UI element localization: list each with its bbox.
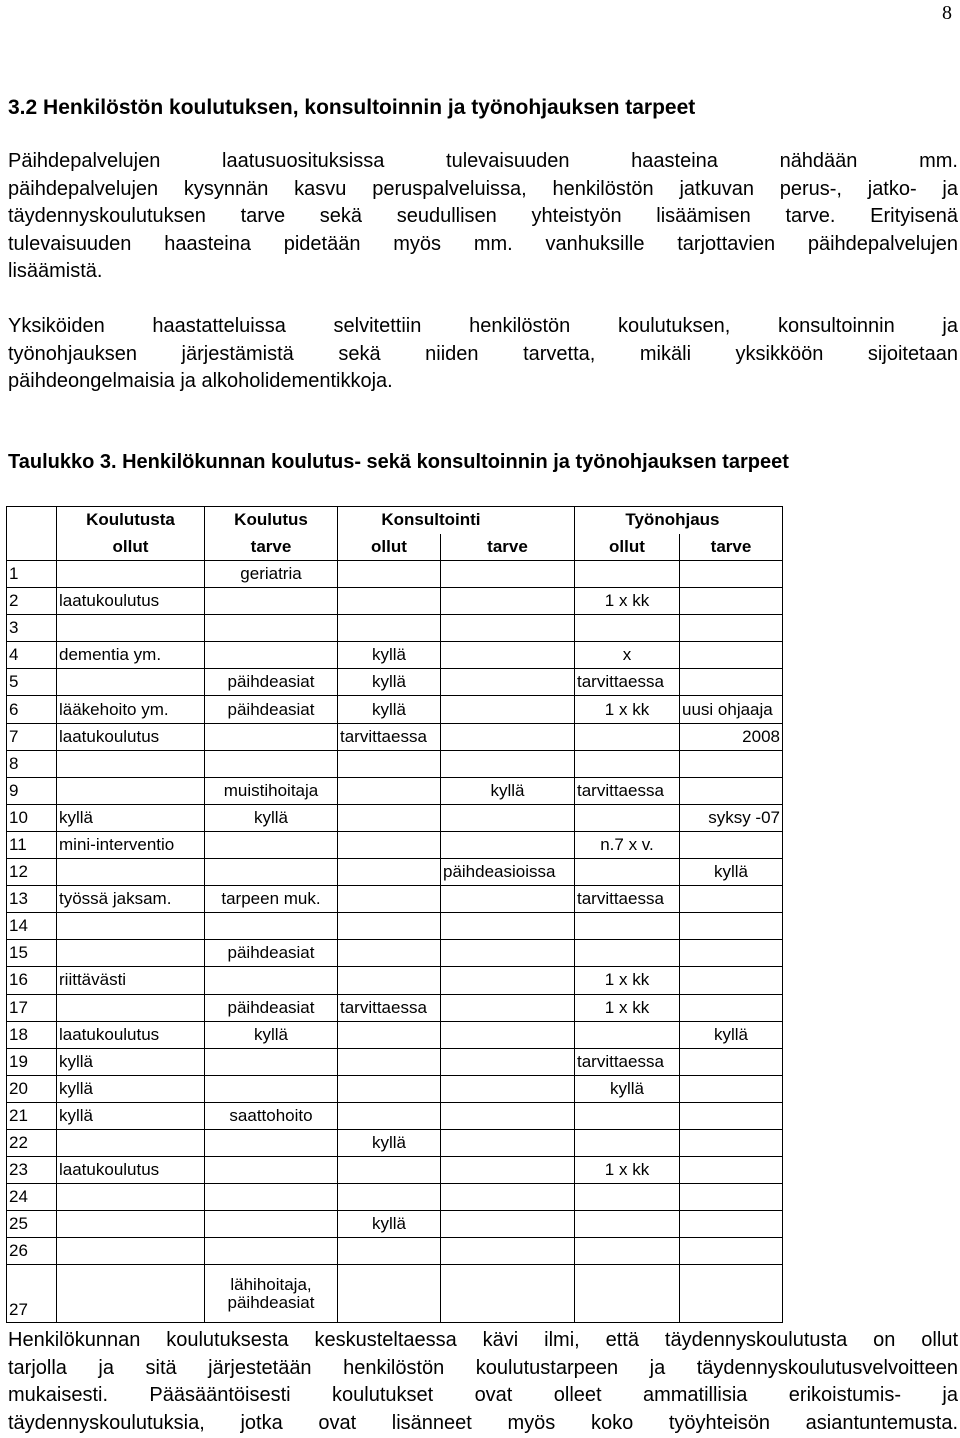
cell-koulutus-tarve: [205, 642, 338, 669]
cell-konsultointi-tarve: [441, 1048, 575, 1075]
cell-tyonohjaus-ollut: tarvittaessa: [575, 669, 680, 696]
table-row: [7, 804, 783, 831]
cell-tyonohjaus-tarve: [680, 588, 783, 615]
cell-tyonohjaus-ollut: [575, 1129, 680, 1156]
table-row: [7, 831, 783, 858]
row-number: 12: [7, 859, 57, 886]
paragraph-line: täydennyskoulutuksia, jotka ovat lisänneet myös koko työyhteisön asiantuntemusta.: [8, 1411, 958, 1434]
cell-konsultointi-ollut: [338, 588, 441, 615]
cell-koulutusta-ollut: laatukoulutus: [57, 723, 205, 750]
row-number: 24: [7, 1184, 57, 1211]
table-row: [7, 723, 783, 750]
cell-konsultointi-tarve: [441, 696, 575, 723]
cell-konsultointi-ollut: [338, 940, 441, 967]
cell-koulutus-tarve: [205, 967, 338, 994]
cell-konsultointi-tarve: [441, 804, 575, 831]
table-row: [7, 940, 783, 967]
table-row: [7, 967, 783, 994]
table-row: [7, 642, 783, 669]
cell-koulutus-tarve: saattohoito: [205, 1102, 338, 1129]
cell-tyonohjaus-ollut: tarvittaessa: [575, 886, 680, 913]
cell-tyonohjaus-ollut: [575, 1021, 680, 1048]
cell-konsultointi-tarve: [441, 750, 575, 777]
cell-tyonohjaus-tarve: [680, 913, 783, 940]
paragraph-line: tulevaisuuden haasteina pidetään myös mm. vanhuksille tarjottavien päihdepalvelujen: [8, 232, 958, 255]
cell-konsultointi-ollut: kyllä: [338, 669, 441, 696]
table-row: [7, 615, 783, 642]
cell-tyonohjaus-tarve: [680, 1184, 783, 1211]
table-row: [7, 1102, 783, 1129]
cell-tyonohjaus-ollut: [575, 1184, 680, 1211]
cell-tyonohjaus-ollut: [575, 615, 680, 642]
table-row: [7, 1238, 783, 1265]
cell-konsultointi-ollut: [338, 967, 441, 994]
row-number: 6: [7, 696, 57, 723]
table-row: [7, 913, 783, 940]
subheader-corner-cell: [7, 534, 57, 561]
cell-tyonohjaus-tarve: [680, 886, 783, 913]
cell-konsultointi-tarve: [441, 913, 575, 940]
cell-tyonohjaus-tarve: [680, 642, 783, 669]
row-number: 9: [7, 777, 57, 804]
cell-koulutusta-ollut: [57, 1265, 205, 1323]
row-number: 8: [7, 750, 57, 777]
table-row: [7, 588, 783, 615]
row-number: 13: [7, 886, 57, 913]
cell-tyonohjaus-tarve: [680, 1265, 783, 1323]
table-row: [7, 561, 783, 588]
paragraph-line: Henkilökunnan koulutuksesta keskusteltaessa kävi ilmi, että täydennyskoulutusta on ollut: [8, 1329, 958, 1351]
cell-koulutusta-ollut: kyllä: [57, 1048, 205, 1075]
cell-konsultointi-ollut: [338, 1075, 441, 1102]
table-row: [7, 1211, 783, 1238]
row-number: 5: [7, 669, 57, 696]
row-number: 22: [7, 1129, 57, 1156]
cell-koulutusta-ollut: laatukoulutus: [57, 1157, 205, 1184]
cell-tyonohjaus-ollut: [575, 859, 680, 886]
cell-koulutus-tarve: [205, 1075, 338, 1102]
cell-konsultointi-tarve: [441, 1211, 575, 1238]
subheader-konsultointi-ollut: ollut: [338, 534, 441, 561]
cell-tyonohjaus-tarve: [680, 994, 783, 1021]
paragraph-line: päihdeongelmaisia ja alkoholidementikkoja.: [8, 370, 393, 392]
header-koulutus: Koulutus: [205, 507, 338, 534]
cell-konsultointi-tarve: [441, 1129, 575, 1156]
cell-tyonohjaus-ollut: [575, 1102, 680, 1129]
cell-koulutusta-ollut: riittävästi: [57, 967, 205, 994]
cell-koulutusta-ollut: [57, 669, 205, 696]
cell-tyonohjaus-ollut: n.7 x v.: [575, 831, 680, 858]
subheader-konsultointi-tarve: tarve: [441, 534, 575, 561]
cell-tyonohjaus-ollut: [575, 940, 680, 967]
cell-tyonohjaus-ollut: 1 x kk: [575, 588, 680, 615]
cell-konsultointi-ollut: [338, 1048, 441, 1075]
cell-koulutusta-ollut: laatukoulutus: [57, 1021, 205, 1048]
cell-koulutusta-ollut: [57, 615, 205, 642]
cell-konsultointi-tarve: [441, 588, 575, 615]
cell-koulutusta-ollut: [57, 994, 205, 1021]
paragraph-line: Yksiköiden haastatteluissa selvitettiin henkilöstön koulutuksen, konsultoinnin ja: [8, 315, 958, 337]
paragraph-line: lisäämistä.: [8, 260, 103, 282]
cell-konsultointi-ollut: [338, 1265, 441, 1323]
cell-konsultointi-ollut: [338, 750, 441, 777]
cell-koulutus-tarve: [205, 723, 338, 750]
cell-koulutusta-ollut: mini-interventio: [57, 831, 205, 858]
cell-koulutusta-ollut: kyllä: [57, 1075, 205, 1102]
row-number: 27: [7, 1265, 57, 1323]
header-tyonohjaus: [575, 507, 720, 534]
cell-konsultointi-tarve: [441, 1157, 575, 1184]
row-number: 1: [7, 561, 57, 588]
table-row: [7, 696, 783, 723]
cell-koulutusta-ollut: [57, 1129, 205, 1156]
header-corner-cell: [7, 507, 57, 534]
cell-tyonohjaus-tarve: [680, 1102, 783, 1129]
cell-koulutusta-ollut: [57, 750, 205, 777]
cell-tyonohjaus-ollut: [575, 561, 680, 588]
header-koulutusta: Koulutusta: [57, 507, 205, 534]
cell-koulutus-tarve: kyllä: [205, 804, 338, 831]
cell-konsultointi-ollut: [338, 1238, 441, 1265]
cell-konsultointi-tarve: [441, 831, 575, 858]
cell-konsultointi-tarve: [441, 723, 575, 750]
row-number: 26: [7, 1238, 57, 1265]
row-number: 17: [7, 994, 57, 1021]
cell-koulutus-tarve: [205, 859, 338, 886]
cell-tyonohjaus-tarve: [680, 1048, 783, 1075]
row-number: 10: [7, 804, 57, 831]
cell-koulutus-tarve: [205, 913, 338, 940]
cell-tyonohjaus-ollut: 1 x kk: [575, 1157, 680, 1184]
cell-tyonohjaus-ollut: 1 x kk: [575, 696, 680, 723]
row-number: 7: [7, 723, 57, 750]
cell-tyonohjaus-ollut: 1 x kk: [575, 994, 680, 1021]
table-subheader-row: [7, 534, 783, 561]
needs-table: [6, 506, 783, 1323]
cell-konsultointi-ollut: [338, 561, 441, 588]
row-number: 15: [7, 940, 57, 967]
cell-koulutus-tarve: päihdeasiat: [205, 669, 338, 696]
cell-konsultointi-ollut: [338, 615, 441, 642]
cell-konsultointi-tarve: kyllä: [441, 777, 575, 804]
cell-koulutus-tarve: [205, 750, 338, 777]
cell-konsultointi-tarve: [441, 1184, 575, 1211]
cell-koulutus-tarve: kyllä: [205, 1021, 338, 1048]
intro-paragraph: [8, 148, 958, 286]
subheader-tyonohjaus-tarve: tarve: [680, 534, 783, 561]
row-number: 14: [7, 913, 57, 940]
table-row: [7, 669, 783, 696]
paragraph-line: mukaisesti. Pääsääntöisesti koulutukset ovat olleet ammatillisia erikoistumis- ja: [8, 1384, 958, 1406]
cell-konsultointi-ollut: tarvittaessa: [338, 723, 441, 750]
cell-koulutus-tarve: [205, 1184, 338, 1211]
cell-koulutusta-ollut: lääkehoito ym.: [57, 696, 205, 723]
cell-tyonohjaus-tarve: [680, 750, 783, 777]
cell-tyonohjaus-tarve: [680, 777, 783, 804]
cell-konsultointi-ollut: [338, 859, 441, 886]
cell-koulutusta-ollut: [57, 561, 205, 588]
table-header-row: [7, 507, 783, 534]
cell-koulutus-tarve: päihdeasiat: [205, 696, 338, 723]
cell-koulutusta-ollut: dementia ym.: [57, 642, 205, 669]
cell-tyonohjaus-tarve: uusi ohjaaja: [680, 696, 783, 723]
subheader-koulutus-tarve: tarve: [205, 534, 338, 561]
cell-tyonohjaus-tarve: kyllä: [680, 859, 783, 886]
cell-koulutus-tarve: [205, 588, 338, 615]
cell-tyonohjaus-ollut: [575, 1265, 680, 1323]
cell-konsultointi-ollut: kyllä: [338, 1129, 441, 1156]
cell-konsultointi-tarve: [441, 967, 575, 994]
cell-koulutus-tarve: [205, 1265, 338, 1323]
cell-koulutusta-ollut: [57, 913, 205, 940]
cell-konsultointi-ollut: [338, 886, 441, 913]
cell-tyonohjaus-ollut: [575, 804, 680, 831]
cell-koulutusta-ollut: kyllä: [57, 1102, 205, 1129]
cell-konsultointi-tarve: [441, 1238, 575, 1265]
cell-koulutusta-ollut: [57, 777, 205, 804]
cell-koulutus-tarve: tarpeen muk.: [205, 886, 338, 913]
table-row: [7, 1048, 783, 1075]
cell-tyonohjaus-ollut: tarvittaessa: [575, 1048, 680, 1075]
cell-konsultointi-tarve: [441, 1265, 575, 1323]
cell-konsultointi-ollut: kyllä: [338, 1211, 441, 1238]
cell-konsultointi-tarve: [441, 615, 575, 642]
table-caption: Taulukko 3. Henkilökunnan koulutus- sekä konsultoinnin ja työnohjauksen tarpeet: [8, 451, 789, 473]
cell-konsultointi-tarve: [441, 1021, 575, 1048]
cell-tyonohjaus-tarve: [680, 940, 783, 967]
interview-paragraph: [8, 313, 958, 396]
cell-konsultointi-ollut: [338, 1021, 441, 1048]
cell-text-line: päihdeasiat: [227, 1292, 315, 1312]
row-number: 20: [7, 1075, 57, 1102]
cell-tyonohjaus-ollut: tarvittaessa: [575, 777, 680, 804]
cell-koulutus-tarve: [205, 1129, 338, 1156]
row-number: 23: [7, 1157, 57, 1184]
cell-koulutus-tarve: [205, 1238, 338, 1265]
cell-konsultointi-ollut: [338, 1184, 441, 1211]
cell-konsultointi-tarve: [441, 940, 575, 967]
cell-konsultointi-ollut: [338, 777, 441, 804]
cell-text-line: lähihoitaja,: [230, 1274, 312, 1294]
cell-tyonohjaus-tarve: [680, 1238, 783, 1265]
row-number: 25: [7, 1211, 57, 1238]
table-row: [7, 1184, 783, 1211]
cell-tyonohjaus-ollut: [575, 750, 680, 777]
cell-koulutus-tarve: muistihoitaja: [205, 777, 338, 804]
cell-koulutus-tarve: [205, 1048, 338, 1075]
cell-tyonohjaus-tarve: [680, 1157, 783, 1184]
cell-koulutus-tarve: päihdeasiat: [205, 994, 338, 1021]
cell-tyonohjaus-tarve: [680, 1075, 783, 1102]
paragraph-line: työnohjauksen järjestämistä sekä niiden tarvetta, mikäli yksikköön sijoitetaan: [8, 342, 958, 365]
cell-tyonohjaus-ollut: [575, 1238, 680, 1265]
cell-tyonohjaus-ollut: [575, 913, 680, 940]
page-number: 8: [942, 2, 952, 24]
row-number: 4: [7, 642, 57, 669]
cell-konsultointi-tarve: [441, 669, 575, 696]
subheader-koulutusta-ollut: ollut: [57, 534, 205, 561]
cell-konsultointi-ollut: [338, 831, 441, 858]
row-number: 3: [7, 615, 57, 642]
table-row: [7, 1021, 783, 1048]
table-row: [7, 777, 783, 804]
cell-konsultointi-ollut: kyllä: [338, 642, 441, 669]
cell-tyonohjaus-tarve: [680, 831, 783, 858]
cell-tyonohjaus-ollut: [575, 723, 680, 750]
cell-tyonohjaus-tarve: [680, 1129, 783, 1156]
paragraph-line: päihdepalvelujen kysynnän kasvu peruspalveluissa, henkilöstön jatkuvan perus-, jatko- ja: [8, 177, 958, 200]
cell-koulutusta-ollut: [57, 1238, 205, 1265]
cell-koulutus-tarve: [205, 831, 338, 858]
header-konsultointi: [338, 507, 481, 534]
cell-koulutus-tarve: [205, 1211, 338, 1238]
cell-tyonohjaus-tarve: [680, 669, 783, 696]
table-row: [7, 1157, 783, 1184]
cell-koulutusta-ollut: [57, 1211, 205, 1238]
cell-koulutusta-ollut: työssä jaksam.: [57, 886, 205, 913]
table-row: [7, 859, 783, 886]
row-number: 11: [7, 831, 57, 858]
cell-koulutusta-ollut: [57, 859, 205, 886]
cell-konsultointi-tarve: [441, 1075, 575, 1102]
paragraph-line: täydennyskoulutuksen tarve sekä seudullisen yhteistyön lisäämisen tarve. Erityisenä: [8, 205, 958, 227]
cell-konsultointi-ollut: [338, 1102, 441, 1129]
row-number: 19: [7, 1048, 57, 1075]
table-row: [7, 750, 783, 777]
row-number: 18: [7, 1021, 57, 1048]
cell-konsultointi-tarve: [441, 1102, 575, 1129]
cell-konsultointi-ollut: tarvittaessa: [338, 994, 441, 1021]
paragraph-line: Päihdepalvelujen laatusuosituksissa tulevaisuuden haasteina nähdään mm.: [8, 150, 958, 172]
cell-konsultointi-ollut: [338, 1157, 441, 1184]
cell-konsultointi-ollut: kyllä: [338, 696, 441, 723]
cell-konsultointi-tarve: päihdeasioissa: [441, 859, 575, 886]
section-heading: 3.2 Henkilöstön koulutuksen, konsultoinnin ja työnohjauksen tarpeet: [8, 96, 696, 119]
paragraph-line: tarjolla ja sitä järjestetään henkilöstön koulutustarpeen ja täydennyskoulutusvelvoitteen: [8, 1356, 958, 1379]
header-tyonohjaus-label: Työnohjaus: [625, 510, 720, 530]
cell-tyonohjaus-ollut: 1 x kk: [575, 967, 680, 994]
header-konsultointi-label: Konsultointi: [381, 510, 481, 530]
cell-tyonohjaus-tarve: [680, 1211, 783, 1238]
cell-konsultointi-tarve: [441, 994, 575, 1021]
cell-tyonohjaus-tarve: syksy -07: [680, 804, 783, 831]
cell-konsultointi-tarve: [441, 561, 575, 588]
table-row: [7, 1265, 783, 1323]
cell-koulutus-tarve: [205, 1157, 338, 1184]
cell-tyonohjaus-tarve: [680, 561, 783, 588]
cell-koulutus-tarve: geriatria: [205, 561, 338, 588]
cell-koulutus-tarve: päihdeasiat: [205, 940, 338, 967]
cell-tyonohjaus-ollut: x: [575, 642, 680, 669]
cell-tyonohjaus-tarve: [680, 615, 783, 642]
row-number: 2: [7, 588, 57, 615]
table-row: [7, 1129, 783, 1156]
cell-koulutus-tarve: [205, 615, 338, 642]
cell-koulutusta-ollut: [57, 1184, 205, 1211]
cell-tyonohjaus-tarve: kyllä: [680, 1021, 783, 1048]
table-row: [7, 994, 783, 1021]
subheader-tyonohjaus-ollut: ollut: [575, 534, 680, 561]
cell-tyonohjaus-ollut: [575, 1211, 680, 1238]
cell-koulutusta-ollut: laatukoulutus: [57, 588, 205, 615]
row-number: 16: [7, 967, 57, 994]
cell-tyonohjaus-tarve: 2008: [680, 723, 783, 750]
row-number: 21: [7, 1102, 57, 1129]
cell-tyonohjaus-ollut: kyllä: [575, 1075, 680, 1102]
cell-konsultointi-tarve: [441, 642, 575, 669]
cell-koulutusta-ollut: [57, 940, 205, 967]
cell-konsultointi-ollut: [338, 913, 441, 940]
cell-konsultointi-ollut: [338, 804, 441, 831]
cell-koulutusta-ollut: kyllä: [57, 804, 205, 831]
conclusion-paragraph: [8, 1327, 958, 1437]
cell-konsultointi-tarve: [441, 886, 575, 913]
table-row: [7, 886, 783, 913]
cell-tyonohjaus-tarve: [680, 967, 783, 994]
table-row: [7, 1075, 783, 1102]
